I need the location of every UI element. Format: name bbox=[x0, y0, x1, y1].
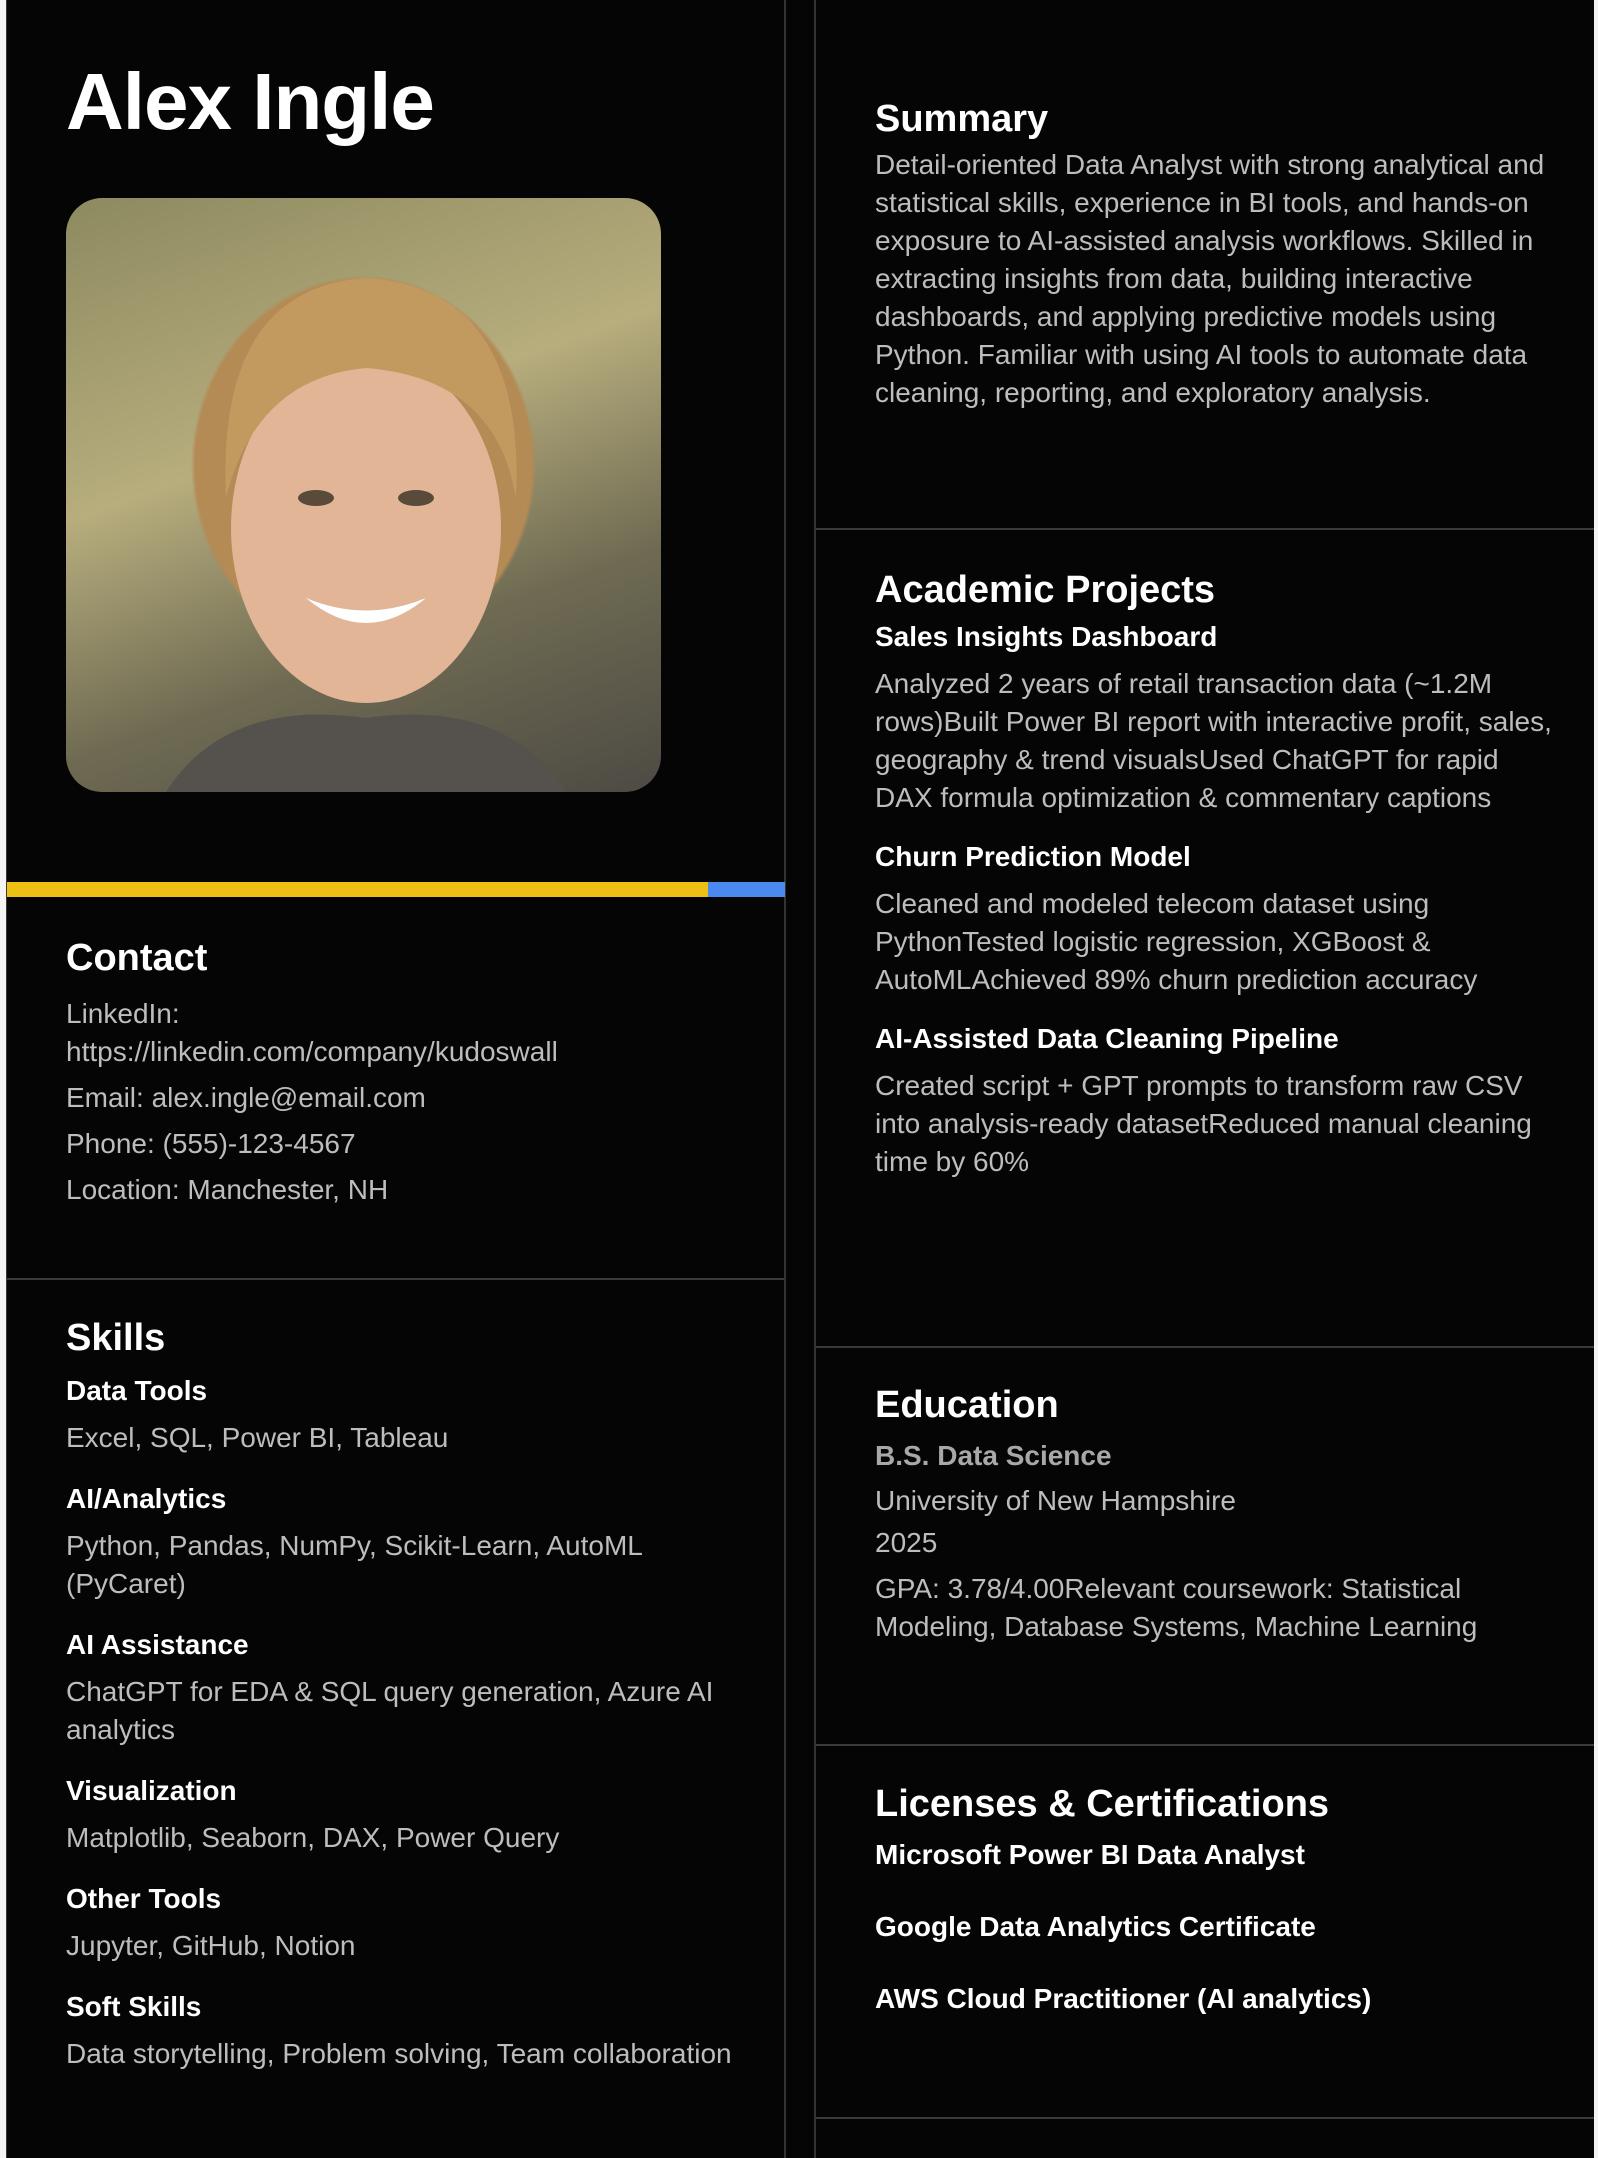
skill-group bbox=[66, 1771, 744, 1857]
skill-group bbox=[66, 1987, 744, 2073]
summary-section bbox=[816, 0, 1594, 530]
skill-title: AI Assistance bbox=[66, 1629, 249, 1660]
skill-group bbox=[66, 1479, 744, 1603]
skills-heading: Skills bbox=[66, 1317, 166, 1359]
skill-title: AI/Analytics bbox=[66, 1483, 227, 1514]
summary-heading: Summary bbox=[875, 98, 1049, 140]
contact-phone: Phone: (555)-123-4567 bbox=[66, 1128, 356, 1159]
education-section bbox=[816, 1348, 1594, 1746]
column-gutter bbox=[786, 0, 814, 2158]
contact-section bbox=[7, 897, 784, 1280]
skill-text: ChatGPT for EDA & SQL query generation, Azure AI analytics bbox=[66, 1676, 714, 1745]
skill-text: Python, Pandas, NumPy, Scikit-Learn, AutoML (PyCaret) bbox=[66, 1530, 642, 1599]
projects-heading: Academic Projects bbox=[875, 569, 1216, 611]
accent-bar-blue bbox=[708, 882, 785, 897]
education-heading: Education bbox=[875, 1384, 1059, 1426]
skill-text: Matplotlib, Seaborn, DAX, Power Query bbox=[66, 1822, 560, 1853]
education-details: GPA: 3.78/4.00Relevant coursework: Statistical Modeling, Database Systems, Machine Learning bbox=[875, 1573, 1478, 1642]
skill-title: Other Tools bbox=[66, 1883, 222, 1914]
project-item bbox=[875, 1019, 1554, 1181]
right-column bbox=[814, 0, 1594, 2158]
skills-section bbox=[7, 1280, 784, 2073]
project-description: Analyzed 2 years of retail transaction data (~1.2M rows)Built Power BI report with interactive profit, sales, geography & trend visualsUsed ChatGPT for rapid DAX formula optimization & commentary captions bbox=[875, 668, 1552, 813]
project-description: Created script + GPT prompts to transform raw CSV into analysis-ready datasetReduced manual cleaning time by 60% bbox=[875, 1070, 1532, 1177]
profile-photo bbox=[66, 198, 661, 792]
project-title: Sales Insights Dashboard bbox=[875, 621, 1218, 652]
skill-title: Soft Skills bbox=[66, 1991, 202, 2022]
graduation-year: 2025 bbox=[875, 1527, 938, 1558]
certification-item: Microsoft Power BI Data Analyst bbox=[875, 1839, 1305, 1870]
project-title: Churn Prediction Model bbox=[875, 841, 1191, 872]
contact-email[interactable]: Email: alex.ingle@email.com bbox=[66, 1082, 426, 1113]
candidate-name: Alex Ingle bbox=[66, 57, 434, 146]
skill-text: Excel, SQL, Power BI, Tableau bbox=[66, 1422, 449, 1453]
left-column bbox=[6, 0, 786, 2158]
skill-text: Data storytelling, Problem solving, Team collaboration bbox=[66, 2038, 732, 2069]
project-title: AI-Assisted Data Cleaning Pipeline bbox=[875, 1023, 1339, 1054]
certification-item: Google Data Analytics Certificate bbox=[875, 1911, 1316, 1942]
project-item bbox=[875, 837, 1554, 999]
project-description: Cleaned and modeled telecom dataset using PythonTested logistic regression, XGBoost & AutoMLAchieved 89% churn prediction accuracy bbox=[875, 888, 1478, 995]
project-item bbox=[875, 617, 1554, 817]
skill-text: Jupyter, GitHub, Notion bbox=[66, 1930, 356, 1961]
certification-item: AWS Cloud Practitioner (AI analytics) bbox=[875, 1983, 1372, 2014]
skill-title: Visualization bbox=[66, 1775, 237, 1806]
skill-title: Data Tools bbox=[66, 1375, 208, 1406]
contact-heading: Contact bbox=[66, 937, 208, 979]
certifications-section bbox=[816, 1746, 1594, 2119]
summary-text: Detail-oriented Data Analyst with strong analytical and statistical skills, experience in BI tools, and hands-on exposure to AI-assisted analysis workflows. Skilled in extracting insights from data, building interactive dashboards, and applying predictive models using Python. Familiar with using AI tools to automate data cleaning, reporting, and exploratory analysis. bbox=[875, 149, 1545, 408]
linkedin-link[interactable]: https://linkedin.com/company/kudoswall bbox=[66, 1036, 558, 1067]
skill-group bbox=[66, 1879, 744, 1965]
skill-group bbox=[66, 1625, 744, 1749]
projects-section bbox=[816, 530, 1594, 1348]
skill-group bbox=[66, 1371, 744, 1457]
contact-location: Location: Manchester, NH bbox=[66, 1174, 389, 1205]
portrait-image bbox=[66, 198, 661, 792]
school-name: University of New Hampshire bbox=[875, 1485, 1236, 1516]
certifications-heading: Licenses & Certifications bbox=[875, 1783, 1330, 1825]
linkedin-label: LinkedIn: bbox=[66, 998, 180, 1029]
accent-bar-yellow bbox=[7, 882, 708, 897]
header-section bbox=[7, 0, 784, 882]
degree-title: B.S. Data Science bbox=[875, 1440, 1112, 1471]
